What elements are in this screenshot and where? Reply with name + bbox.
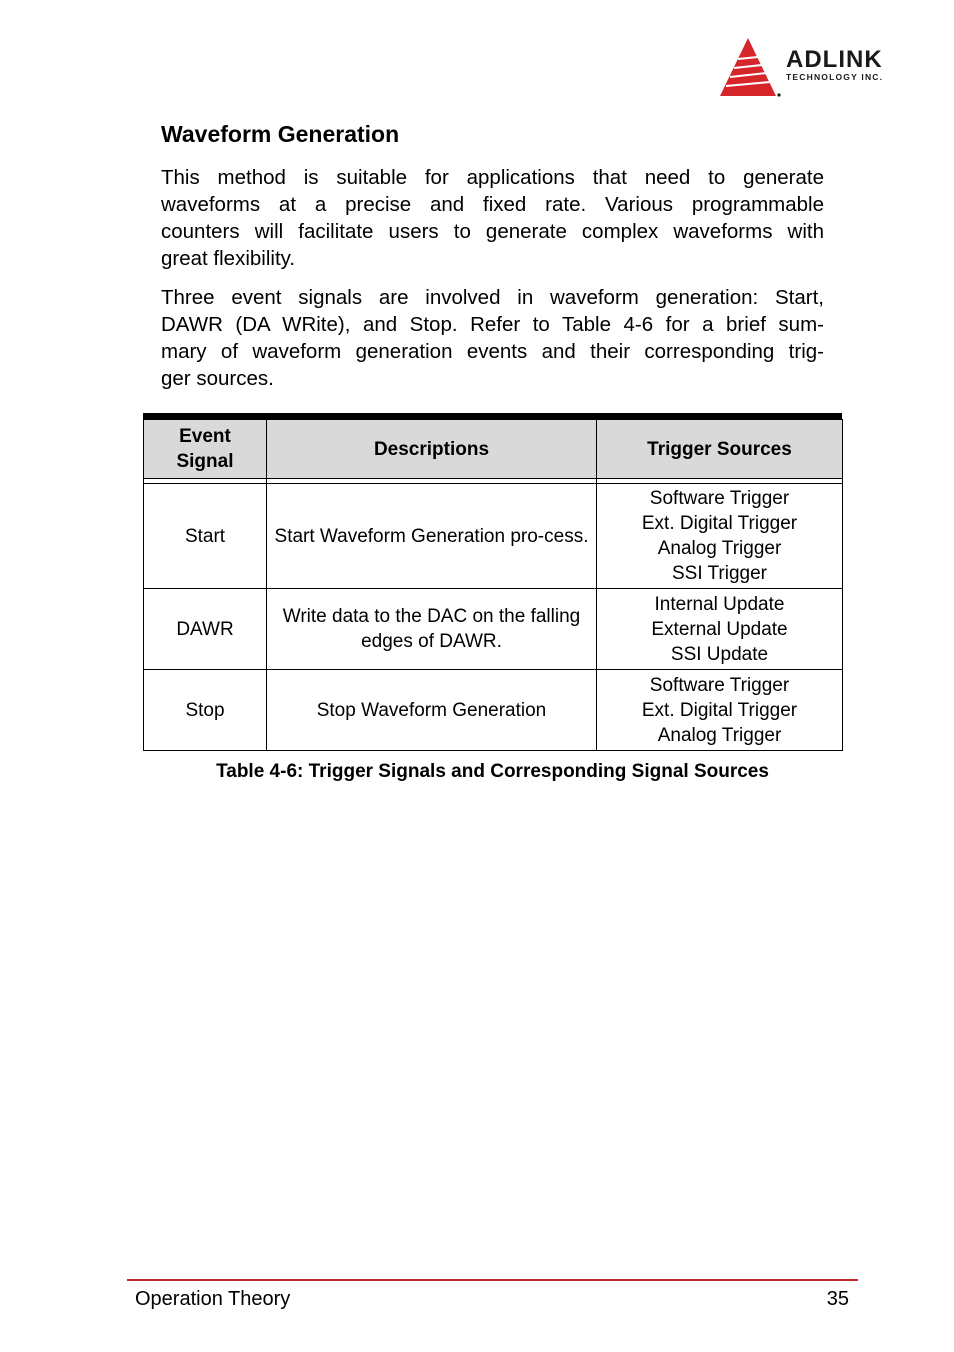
source-item: SSI Trigger bbox=[671, 563, 768, 584]
adlink-triangle-icon bbox=[718, 36, 782, 98]
section-heading: Waveform Generation bbox=[161, 121, 400, 147]
paragraph-intro bbox=[161, 164, 824, 272]
description-cell: Stop Waveform Generation bbox=[267, 670, 597, 751]
page-number: 35 bbox=[826, 1288, 849, 1310]
event-cell: Stop bbox=[144, 670, 267, 751]
header-trigger-sources: Trigger Sources bbox=[597, 420, 843, 479]
header-event-signal: Event Signal bbox=[144, 420, 267, 479]
event-cell: Start bbox=[144, 484, 267, 589]
paragraph-line: Three event signals are involved in waveform generation: Start, bbox=[161, 286, 824, 309]
table-row bbox=[144, 484, 843, 589]
table-caption: Table 4-6: Trigger Signals and Corresponding Signal Sources bbox=[216, 761, 769, 782]
paragraph-line: great flexibility. bbox=[161, 247, 296, 270]
event-cell: DAWR bbox=[144, 589, 267, 670]
table-row bbox=[144, 670, 843, 751]
source-item: External Update bbox=[651, 618, 788, 640]
paragraph-events bbox=[161, 284, 824, 392]
source-item: Analog Trigger bbox=[657, 724, 782, 746]
source-item: Internal Update bbox=[654, 593, 785, 615]
source-item: Software Trigger bbox=[649, 488, 790, 509]
source-item: SSI Update bbox=[670, 643, 769, 665]
sources-cell bbox=[597, 484, 843, 589]
source-item: Ext. Digital Trigger bbox=[641, 699, 798, 721]
description-cell: Start Waveform Generation pro-cess. bbox=[267, 484, 597, 589]
logo-subline: TECHNOLOGY INC. bbox=[786, 72, 884, 82]
source-item: Analog Trigger bbox=[657, 538, 782, 559]
paragraph-line: ger sources. bbox=[161, 367, 274, 390]
footer-section-title: Operation Theory bbox=[135, 1288, 291, 1310]
sources-cell bbox=[597, 670, 843, 751]
paragraph-line: This method is suitable for applications that need to generate bbox=[161, 166, 824, 189]
table-header-row bbox=[144, 420, 843, 479]
logo-wordmark: ADLINK bbox=[786, 46, 883, 73]
description-cell: Write data to the DAC on the falling edges of DAWR. bbox=[267, 589, 597, 670]
header-descriptions: Descriptions bbox=[267, 420, 597, 479]
company-logo bbox=[718, 36, 914, 98]
source-item: Ext. Digital Trigger bbox=[641, 513, 798, 534]
footer-rule bbox=[127, 1279, 858, 1281]
table-row bbox=[144, 589, 843, 670]
paragraph-line: waveforms at a precise and fixed rate. Various programmable bbox=[161, 193, 824, 216]
paragraph-line: DAWR (DA WRite), and Stop. Refer to Table 4-6 for a brief sum- bbox=[161, 313, 824, 336]
source-item: Software Trigger bbox=[649, 674, 790, 696]
paragraph-line: mary of waveform generation events and their corresponding trig- bbox=[161, 340, 824, 363]
trigger-signals-table bbox=[143, 413, 842, 751]
paragraph-line: counters will facilitate users to generate complex waveforms with bbox=[161, 220, 824, 243]
sources-cell bbox=[597, 589, 843, 670]
